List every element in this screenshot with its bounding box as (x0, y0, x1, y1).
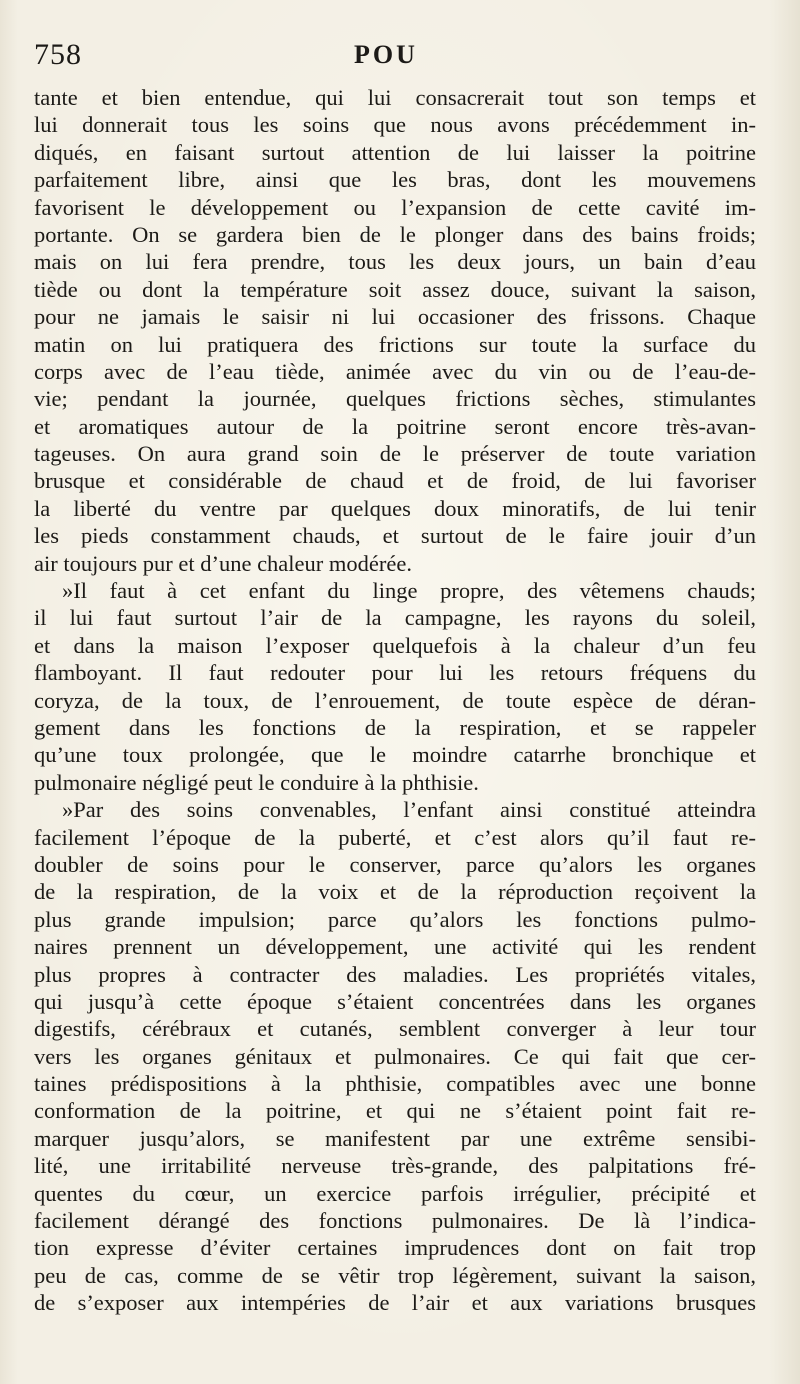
text-line: pour ne jamais le saisir ni lui occasioner des frissons. Chaque (34, 304, 756, 330)
text-line: tiède ou dont la température soit assez douce, suivant la saison, (34, 276, 756, 302)
text-line: parfaitement libre, ainsi que les bras, dont les mouvemens (34, 167, 756, 193)
text-line: diqués, en faisant surtout attention de lui laisser la poitrine (34, 139, 756, 165)
text-line: plus propres à contracter des maladies. Les propriétés vitales, (34, 961, 756, 987)
text-line: lité, une irritabilité nerveuse très-grande, des palpitations fré- (34, 1153, 756, 1179)
text-line: taines prédispositions à la phthisie, compatibles avec une bonne (34, 1071, 756, 1097)
text-line: les pieds constamment chauds, et surtout de le faire jouir d’un (34, 523, 756, 549)
text-line: portante. On se gardera bien de le plonger dans des bains froids; (34, 221, 756, 247)
running-head (0, 38, 800, 78)
text-line: doubler de soins pour le conserver, parce qu’alors les organes (34, 851, 756, 877)
text-line: tageuses. On aura grand soin de le préserver de toute variation (34, 441, 756, 467)
text-line: la liberté du ventre par quelques doux minoratifs, de lui tenir (34, 495, 756, 521)
text-line: de la respiration, de la voix et de la réproduction reçoivent la (34, 879, 756, 905)
text-line: il lui faut surtout l’air de la campagne, les rayons du soleil, (34, 605, 756, 631)
text-line: lui donnerait tous les soins que nous avons précédemment in- (34, 112, 756, 138)
text-line: facilement dérangé des fonctions pulmonaires. De là l’indica- (34, 1208, 756, 1234)
text-line: tante et bien entendue, qui lui consacrerait tout son temps et (34, 85, 756, 110)
text-line: vie; pendant la journée, quelques frictions sèches, stimulantes (34, 386, 756, 412)
running-title: POU (354, 40, 418, 69)
text-line: pulmonaire négligé peut le conduire à la phthisie. (34, 769, 479, 795)
text-line: tion expresse d’éviter certaines imprudences dont on fait trop (34, 1235, 756, 1261)
text-line: matin on lui pratiquera des frictions sur toute la surface du (34, 331, 756, 357)
text-line: brusque et considérable de chaud et de froid, de lui favoriser (34, 468, 756, 494)
text-line: »Il faut à cet enfant du linge propre, des vêtemens chauds; (62, 578, 756, 604)
page-number: 758 (34, 38, 82, 71)
text-line: digestifs, cérébraux et cutanés, semblent converger à leur tour (34, 1016, 756, 1042)
text-line: plus grande impulsion; parce qu’alors les fonctions pulmo- (34, 906, 756, 932)
text-line: naires prennent un développement, une activité qui les rendent (34, 934, 756, 960)
text-line: peu de cas, comme de se vêtir trop légèrement, suivant la saison, (34, 1262, 756, 1288)
text-line: corps avec de l’eau tiède, animée avec du vin ou de l’eau-de- (34, 358, 756, 384)
text-line: vers les organes génitaux et pulmonaires. Ce qui fait que cer- (34, 1043, 756, 1069)
text-line: qui jusqu’à cette époque s’étaient concentrées dans les organes (34, 988, 756, 1014)
text-line: favorisent le développement ou l’expansion de cette cavité im- (34, 194, 756, 220)
text-line: gement dans les fonctions de la respiration, et se rappeler (34, 714, 756, 740)
text-line: flamboyant. Il faut redouter pour lui les retours fréquens du (34, 660, 756, 686)
body-text (34, 84, 756, 1317)
text-line: mais on lui fera prendre, tous les deux jours, un bain d’eau (34, 249, 756, 275)
text-line: qu’une toux prolongée, que le moindre catarrhe bronchique et (34, 742, 756, 768)
text-line: et aromatiques autour de la poitrine seront encore très-avan- (34, 413, 756, 439)
text-line: et dans la maison l’exposer quelquefois à la chaleur d’un feu (34, 632, 756, 658)
text-line: coryza, de la toux, de l’enrouement, de toute espèce de déran- (34, 687, 756, 713)
text-line: marquer jusqu’alors, se manifestent par une extrême sensibi- (34, 1125, 756, 1151)
text-line: air toujours pur et d’une chaleur modérée. (34, 550, 412, 576)
text-line: conformation de la poitrine, et qui ne s’étaient point fait re- (34, 1098, 756, 1124)
text-line: facilement l’époque de la puberté, et c’est alors qu’il faut re- (34, 824, 756, 850)
text-line: de s’exposer aux intempéries de l’air et aux variations brusques (34, 1290, 756, 1316)
text-line: quentes du cœur, un exercice parfois irrégulier, précipité et (34, 1180, 756, 1206)
text-line: »Par des soins convenables, l’enfant ainsi constitué atteindra (62, 797, 756, 823)
